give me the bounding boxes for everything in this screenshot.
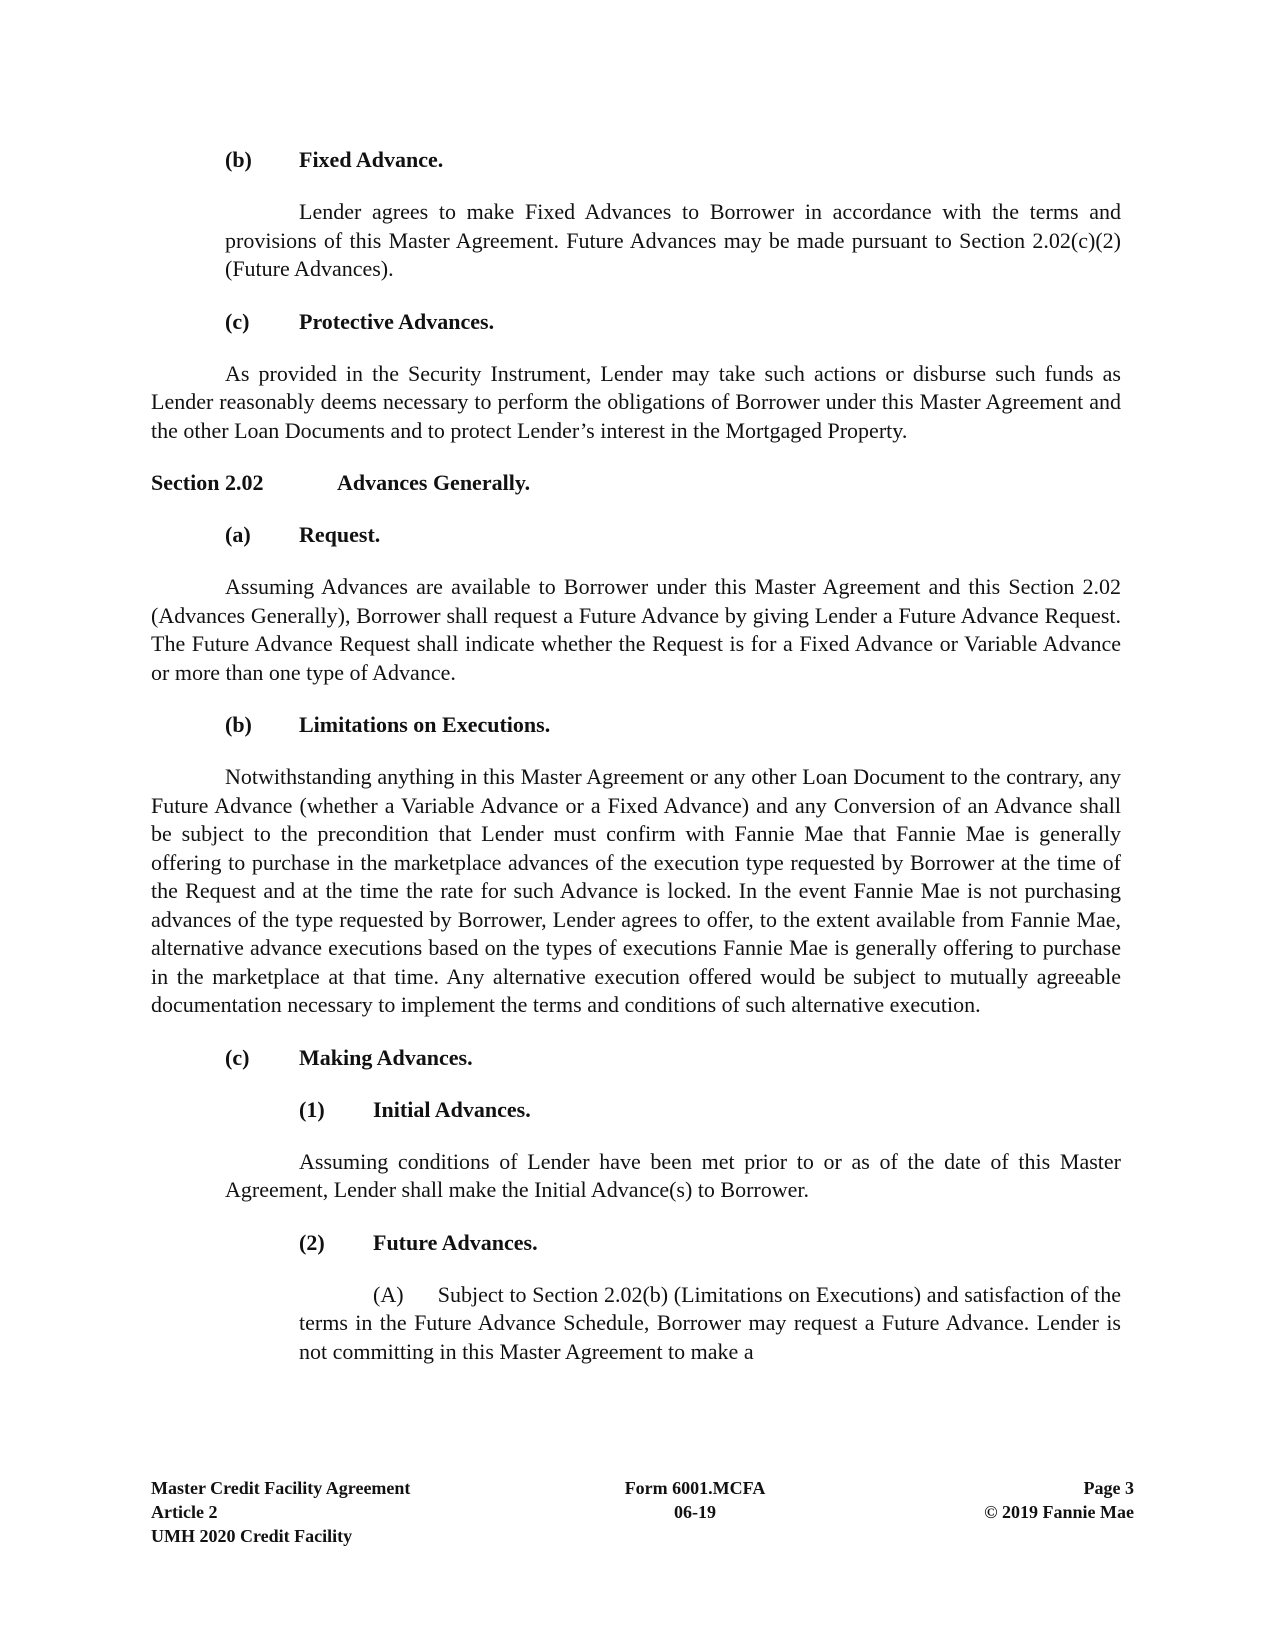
heading-label: (b) bbox=[225, 712, 252, 737]
heading-title: Future Advances. bbox=[373, 1229, 538, 1255]
paragraph-protective-advances: As provided in the Security Instrument, Lender may take such actions or disburse such funds as Lender reasonably deems necessary to perform the obligations of Borrower under this Master Agreement and the other Loan Documents and to protect Lender’s interest in the Mortgaged Property. bbox=[151, 360, 1121, 443]
heading-future-advances bbox=[151, 1229, 1121, 1257]
heading-request bbox=[151, 521, 1121, 549]
heading-label: (c) bbox=[225, 1044, 250, 1070]
heading-label: (2) bbox=[299, 1229, 325, 1255]
heading-title: Fixed Advance. bbox=[299, 147, 444, 172]
footer-left bbox=[151, 1476, 410, 1548]
paragraph-initial-advances: Assuming conditions of Lender have been met prior to or as of the date of this Master Agreement, Lender shall make the Initial Advance(s) to Borrower. bbox=[225, 1148, 1121, 1202]
paragraph-request: Assuming Advances are available to Borrower under this Master Agreement and this Section 2.02 (Advances Generally), Borrower shall request a Future Advance by giving Lender a Future Advance Request. The Future Advance Request shall indicate whether the Request is for a Fixed Advance or Variable Advance or more than one type of Advance. bbox=[151, 574, 1121, 685]
paragraph-fixed-advance: Lender agrees to make Fixed Advances to Borrower in accordance with the terms and provisions of this Master Agreement. Future Advances may be made pursuant to Section 2.02(c)(2) (Future Advances). bbox=[225, 199, 1121, 281]
heading-title: Making Advances. bbox=[299, 1044, 473, 1070]
footer-form-date: 06-19 bbox=[674, 1502, 716, 1522]
footer-page-number: Page 3 bbox=[1083, 1478, 1134, 1498]
footer-agreement-title: Master Credit Facility Agreement bbox=[151, 1478, 411, 1498]
heading-title: Request. bbox=[299, 522, 381, 547]
footer-center bbox=[605, 1476, 785, 1524]
document-body bbox=[151, 146, 1121, 1390]
heading-section-2-02 bbox=[151, 469, 1121, 497]
paragraph-limitations: Notwithstanding anything in this Master Agreement or any other Loan Document to the contrary, any Future Advance (whether a Variable Advance or a Fixed Advance) and any Conversion of an Advance shall be subject to the precondition that Lender must confirm with Fannie Mae that Fannie Mae is generally offering to purchase in the marketplace advances of the execution type requested by Borrower at the time of the Request and at the time the rate for such Advance is locked. In the event Fannie Mae is not purchasing advances of the type requested by Borrower, Lender agrees to offer, to the extent available from Fannie Mae, alternative advance executions based on the types of executions Fannie Mae is generally offering to purchase in the marketplace at that time. Any alternative execution offered would be subject to mutually agreeable documentation necessary to implement the terms and conditions of such alternative execution. bbox=[151, 764, 1121, 1017]
footer-form-number: Form 6001.MCFA bbox=[624, 1478, 766, 1498]
heading-initial-advances bbox=[151, 1096, 1121, 1124]
footer-article: Article 2 bbox=[151, 1502, 218, 1522]
heading-title: Initial Advances. bbox=[373, 1096, 531, 1122]
section-number: Section 2.02 bbox=[151, 470, 264, 495]
heading-label: (1) bbox=[299, 1096, 325, 1122]
footer-right bbox=[984, 1476, 1134, 1524]
heading-limitations bbox=[151, 711, 1121, 739]
heading-making-advances bbox=[151, 1044, 1121, 1072]
heading-label: (c) bbox=[225, 308, 250, 334]
paragraph-future-advances bbox=[299, 1281, 1121, 1367]
heading-label: (b) bbox=[225, 147, 252, 172]
heading-fixed-advance bbox=[151, 146, 1121, 174]
heading-protective-advances bbox=[151, 308, 1121, 336]
footer-copyright: © 2019 Fannie Mae bbox=[984, 1502, 1134, 1522]
section-title: Advances Generally. bbox=[337, 470, 531, 495]
sub-label: (A) bbox=[373, 1281, 404, 1307]
heading-label: (a) bbox=[225, 522, 251, 547]
sub-text: Subject to Section 2.02(b) (Limitations on Executions) and satisfaction of the terms in the Future Advance Schedule, Borrower may request a Future Advance. Lender is not committing in this Master Agreement to make a bbox=[299, 1281, 1121, 1364]
heading-title: Protective Advances. bbox=[299, 308, 495, 334]
footer-facility-name: UMH 2020 Credit Facility bbox=[151, 1526, 353, 1546]
heading-title: Limitations on Executions. bbox=[299, 712, 551, 737]
